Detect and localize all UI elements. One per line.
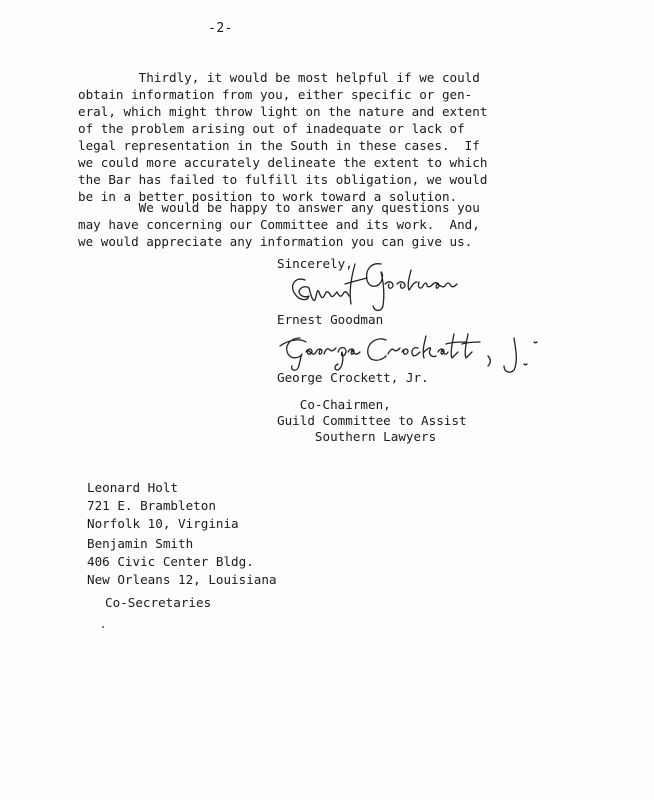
- signer-name-goodman: Ernest Goodman: [277, 312, 384, 327]
- body-paragraph-closing: We would be happy to answer any questions you may have concerning our Committee and its work. And, we would appreciate any information you can give us.: [78, 200, 480, 249]
- signature-ernest-goodman: [285, 258, 465, 314]
- salutation-sincerely: Sincerely,: [277, 256, 353, 271]
- address-leonard-holt: Leonard Holt 721 E. Brambleton Norfolk 10, Virginia: [87, 480, 239, 531]
- body-paragraph-thirdly: Thirdly, it would be most helpful if we could obtain information from you, either specific or gen- eral, which might throw light on the nature and extent of the problem arising out of inadequate or lack of legal representation in the South in these cases. If we could more accurately delineate the extent to which the Bar has failed to fulfill its obligation, we would be in a better position to work toward a solution.: [78, 70, 488, 204]
- page-number: -2-: [208, 21, 233, 36]
- address-benjamin-smith: Benjamin Smith 406 Civic Center Bldg. New Orleans 12, Louisiana: [87, 536, 277, 587]
- co-secretaries-label: Co-Secretaries: [105, 595, 212, 610]
- signer-name-crockett: George Crockett, Jr.: [277, 370, 429, 385]
- co-chairmen-title-block: Co-Chairmen, Guild Committee to Assist Southern Lawyers: [277, 397, 467, 444]
- paper-speck: [102, 626, 104, 628]
